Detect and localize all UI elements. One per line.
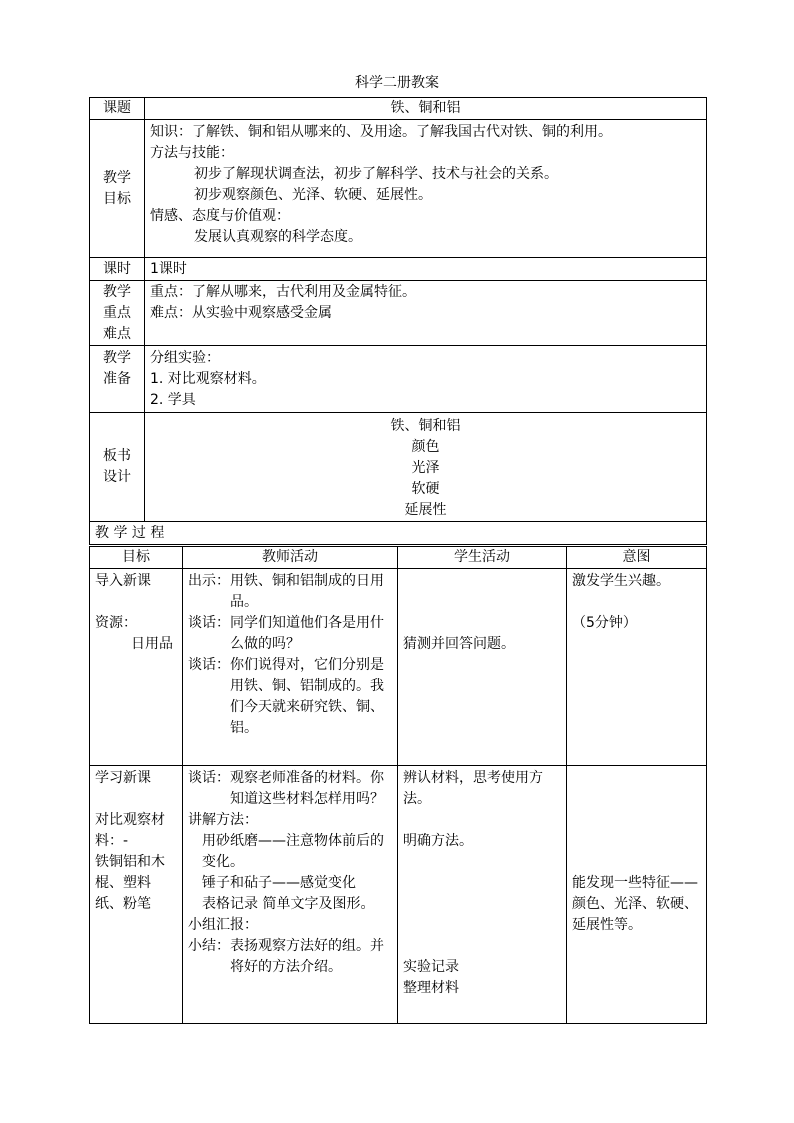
row2-student bbox=[398, 766, 567, 1024]
row2-student-2: 明确方法。 bbox=[403, 833, 473, 849]
row1-goal bbox=[90, 569, 183, 766]
row2-report: 小组汇报： bbox=[188, 917, 258, 933]
prep-line-1: 分组实验： bbox=[150, 350, 220, 366]
header-teacher: 教师活动 bbox=[183, 547, 398, 569]
process-heading: 教 学 过 程 bbox=[90, 522, 707, 545]
row2-method-1: 用砂纸磨——注意物体前后的变化。 bbox=[202, 833, 384, 870]
row2-method-heading: 讲解方法： bbox=[188, 812, 258, 828]
row1-goal-title: 导入新课 bbox=[95, 573, 151, 589]
lesson-label: 课题 bbox=[90, 98, 145, 120]
header-student: 学生活动 bbox=[398, 547, 567, 569]
board-line-1: 铁、铜和铝 bbox=[390, 418, 461, 434]
goal-method-1: 初步了解现状调查法，初步了解科学、技术与社会的关系。 bbox=[194, 166, 558, 182]
row1-intent bbox=[567, 569, 707, 766]
difficult-point: 难点：从实验中观察感受金属 bbox=[150, 305, 332, 321]
goal-method-2: 初步观察颜色、光泽、软硬、延展性。 bbox=[194, 187, 432, 203]
row2-goal-sub-2: 铁铜铝和木棍、塑料纸、粉笔 bbox=[95, 854, 165, 912]
period-label: 课时 bbox=[90, 258, 145, 281]
key-label: 教学 重点 难点 bbox=[90, 281, 145, 346]
row2-goal-title: 学习新课 bbox=[95, 770, 151, 786]
prep-content bbox=[145, 346, 707, 413]
header-intent: 意图 bbox=[567, 547, 707, 569]
prep-line-3: 2. 学具 bbox=[150, 392, 196, 408]
goal-knowledge: 知识：了解铁、铜和铝从哪来的、及用途。了解我国古代对铁、铜的利用。 bbox=[150, 124, 612, 140]
board-line-2: 颜色 bbox=[411, 439, 440, 455]
board-label: 板书 设计 bbox=[90, 413, 145, 522]
period-value: 1课时 bbox=[145, 258, 707, 281]
goals-label: 教学 目标 bbox=[90, 120, 145, 258]
row1-teacher-item-1: 出示： 用铁、铜和铝制成的日用品。 bbox=[188, 573, 384, 610]
row2-method-3: 表格记录 简单文字及图形。 bbox=[202, 896, 375, 912]
row1-intent-1: 激发学生兴趣。 bbox=[572, 573, 670, 589]
board-line-4: 软硬 bbox=[411, 481, 440, 497]
row1-resource-label: 资源： bbox=[95, 615, 137, 631]
row2-intent bbox=[567, 766, 707, 1024]
board-line-3: 光泽 bbox=[411, 460, 440, 476]
row2-summary: 小结： 表扬观察方法好的组。并将好的方法介绍。 bbox=[188, 938, 384, 975]
goal-emotion-1: 发展认真观察的科学态度。 bbox=[194, 229, 362, 245]
goals-content bbox=[145, 120, 707, 258]
board-line-5: 延展性 bbox=[404, 502, 447, 518]
row1-teacher-item-2: 谈话： 同学们知道他们各是用什么做的吗？ bbox=[188, 615, 384, 652]
lesson-info-table bbox=[89, 97, 707, 545]
prep-label: 教学 准备 bbox=[90, 346, 145, 413]
row2-goal-sub-1: 对比观察材料：- bbox=[95, 812, 165, 849]
prep-line-2: 1. 对比观察材料。 bbox=[150, 371, 266, 387]
document-title: 科学二册教案 bbox=[355, 75, 439, 91]
row1-teacher-item-3: 谈话： 你们说得对，它们分别是用铁、铜、铝制成的。我们今天就来研究铁、铜、铝。 bbox=[188, 657, 384, 736]
board-content bbox=[145, 413, 707, 522]
process-table bbox=[89, 546, 707, 1024]
row2-student-4: 整理材料 bbox=[403, 980, 459, 996]
row1-student bbox=[398, 569, 567, 766]
row1-teacher bbox=[183, 569, 398, 766]
lesson-value: 铁、铜和铝 bbox=[145, 98, 707, 120]
row2-teacher-talk: 谈话： 观察老师准备的材料。你知道这些材料怎样用吗？ bbox=[188, 770, 384, 807]
row2-method-2: 锤子和砧子——感觉变化 bbox=[202, 875, 356, 891]
row2-student-1: 辨认材料，思考使用方法。 bbox=[403, 770, 543, 807]
row1-resource: 日用品 bbox=[131, 636, 173, 652]
goal-emotion-heading: 情感、态度与价值观： bbox=[150, 208, 290, 224]
key-content bbox=[145, 281, 707, 346]
row2-teacher bbox=[183, 766, 398, 1024]
row2-goal bbox=[90, 766, 183, 1024]
row1-student-text: 猜测并回答问题。 bbox=[403, 636, 515, 652]
row2-intent-text: 能发现一些特征——颜色、光泽、软硬、延展性等。 bbox=[572, 875, 698, 933]
row1-intent-2: （5分钟） bbox=[572, 615, 637, 631]
header-goal: 目标 bbox=[90, 547, 183, 569]
row2-student-3: 实验记录 bbox=[403, 959, 459, 975]
key-point: 重点：了解从哪来，古代利用及金属特征。 bbox=[150, 284, 416, 300]
goal-method-heading: 方法与技能： bbox=[150, 145, 234, 161]
